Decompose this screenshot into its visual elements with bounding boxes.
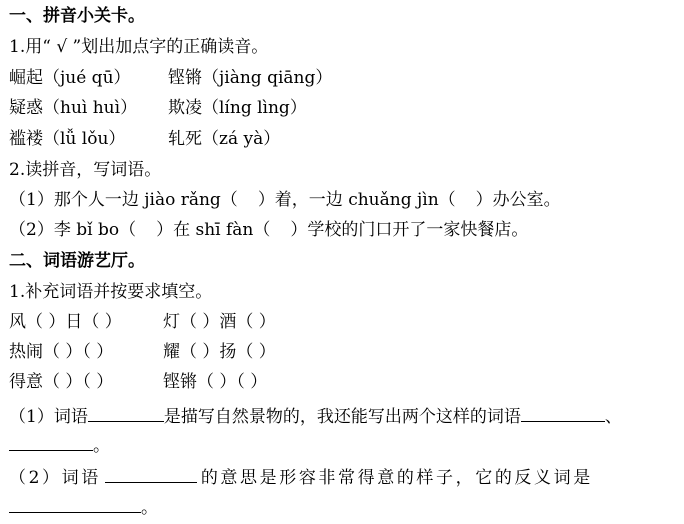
pinyin-item xyxy=(9,128,125,150)
sentence-2: （2）李 bǐ bo（ ）在 shī fàn（ ）学校的门口开了一家快餐店。 xyxy=(9,220,529,240)
fill-sentence-1: （1）词语 是描写自然景物的，我还能写出两个这样的词语 、 xyxy=(9,403,622,428)
q1-prompt: 1.用“ √ ”划出加点字的正确读音。 xyxy=(9,37,269,57)
word: 褴褛 xyxy=(9,129,43,149)
word: 疑惑 xyxy=(9,98,43,118)
options: （huì huì） xyxy=(43,98,138,118)
fill-sentence-2-cont: 。 xyxy=(9,494,158,519)
fill-idiom[interactable]: 热闹（ ）（ ） xyxy=(9,342,114,362)
fill-sentence-2: （2）词语 的意思是形容非常得意的样子，它的反义词是 xyxy=(9,464,593,489)
options: （lǚ lǒu） xyxy=(43,129,126,149)
word: 铿锵 xyxy=(168,68,202,88)
pinyin-item xyxy=(168,67,332,89)
answer-blank[interactable] xyxy=(9,432,93,451)
section1-title: 一、拼音小关卡。 xyxy=(9,6,145,26)
fill-idiom[interactable]: 风（ ）日（ ） xyxy=(9,312,122,332)
word: 欺凌 xyxy=(168,98,202,118)
answer-blank[interactable] xyxy=(105,464,197,483)
fill-sentence-1-cont: 。 xyxy=(9,432,110,457)
options: （jué qū） xyxy=(43,68,131,88)
options: （jiàng qiāng） xyxy=(202,68,333,88)
item-number: （2） xyxy=(9,220,54,240)
word: 轧死 xyxy=(168,129,202,149)
fill-idiom[interactable]: 铿锵（ ）（ ） xyxy=(163,372,268,392)
sentence-1: （1）那个人一边 jiào rǎng（ ）着，一边 chuǎng jìn（ ）办公室。 xyxy=(9,190,561,210)
fill-idiom[interactable]: 耀（ ）扬（ ） xyxy=(163,342,276,362)
pinyin-item xyxy=(168,128,280,150)
pinyin-item xyxy=(9,67,131,89)
answer-blank[interactable] xyxy=(88,403,164,422)
s2-q1-prompt: 1.补充词语并按要求填空。 xyxy=(9,282,213,302)
fill-idiom[interactable]: 灯（ ）酒（ ） xyxy=(163,312,276,332)
pinyin-item xyxy=(9,97,137,119)
options: （zá yà） xyxy=(202,129,281,149)
answer-blank[interactable] xyxy=(9,494,141,513)
answer-blank[interactable] xyxy=(521,403,605,422)
fill-idiom[interactable]: 得意（ ）（ ） xyxy=(9,372,114,392)
item-number: （1） xyxy=(9,190,54,210)
options: （líng lìng） xyxy=(202,98,307,118)
word: 崛起 xyxy=(9,68,43,88)
q2-prompt: 2.读拼音，写词语。 xyxy=(9,160,162,180)
pinyin-item xyxy=(168,97,307,119)
section2-title: 二、词语游艺厅。 xyxy=(9,251,145,271)
